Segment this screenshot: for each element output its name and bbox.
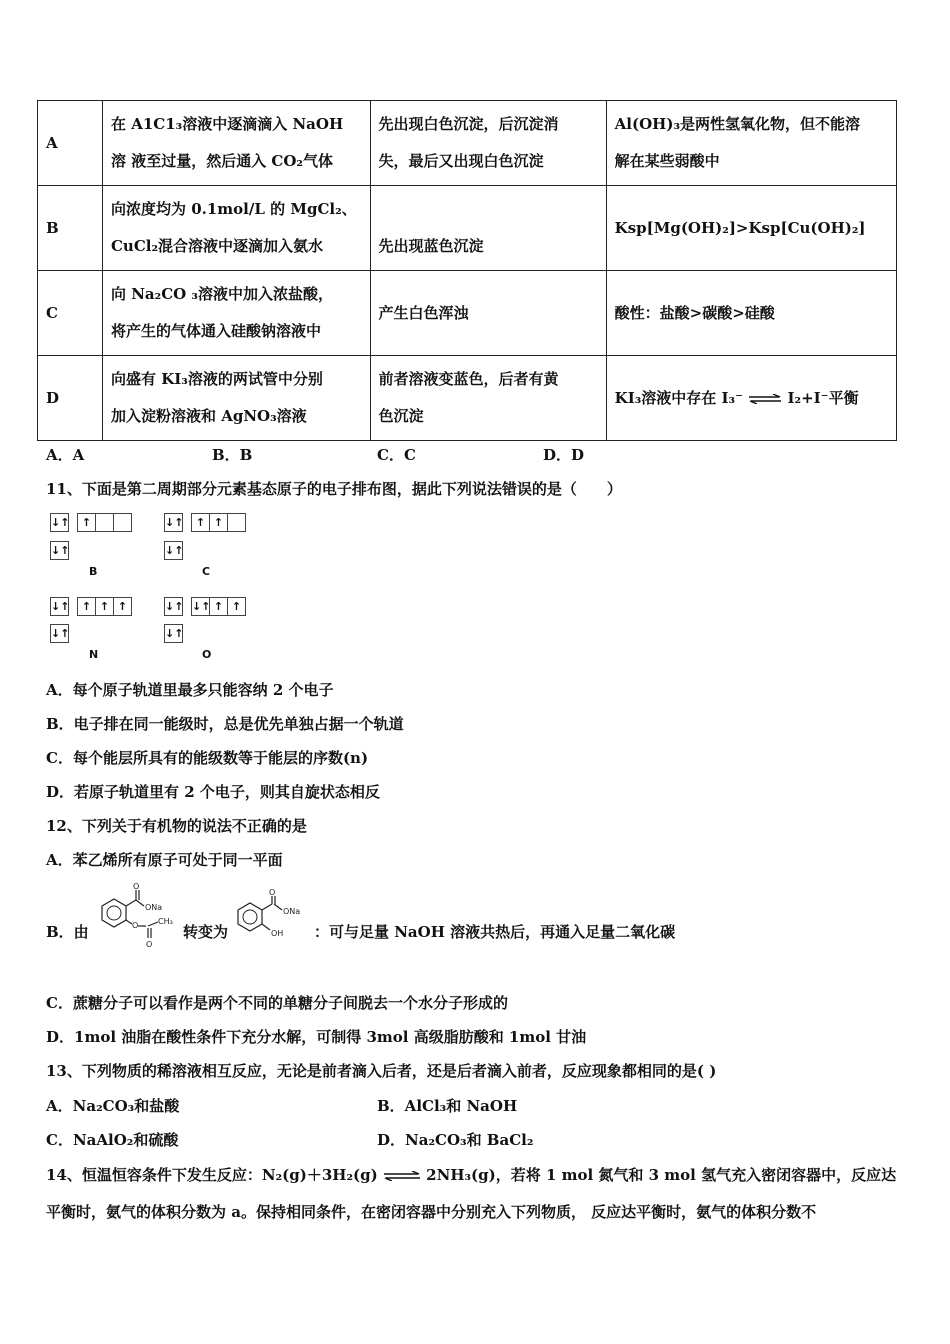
q13-option-c[interactable]: C．NaAlO₂和硫酸 — [46, 1131, 179, 1149]
q11-option-d[interactable]: D．若原子轨道里有 2 个电子，则其自旋状态相反 — [46, 783, 380, 801]
q10-option-d[interactable]: D．D — [543, 446, 585, 464]
operation-cell: 向浓度均为 0.1mol/L 的 MgCl₂、 CuCl₂混合溶液中逐滴加入氨水 — [102, 186, 370, 271]
q13-stem: 13、下列物质的稀溶液相互反应，无论是前者滴入后者，还是后者滴入前者，反应现象都相同的是( ) — [46, 1062, 717, 1080]
q14-stem-line2: 平衡时，氨气的体积分数为 a。保持相同条件，在密闭容器中分别充入下列物质， 反应达平衡时，氨气的体积分数不 — [46, 1203, 817, 1221]
phenomenon-cell: 先出现蓝色沉淀 — [370, 186, 606, 271]
row-label: A — [38, 101, 103, 186]
equilibrium-arrow-icon — [383, 1171, 421, 1181]
svg-text:O: O — [132, 921, 139, 930]
phenomenon-cell: 产生白色浑浊 — [370, 271, 606, 356]
sodium-salicylate-structure-icon — [232, 888, 316, 952]
conclusion-cell: 酸性：盐酸>碳酸>硅酸 — [606, 271, 896, 356]
q10-option-c[interactable]: C．C — [377, 446, 416, 464]
equilibrium-arrow-icon — [748, 394, 782, 404]
q11-option-b[interactable]: B．电子排在同一能级时，总是优先单独占据一个轨道 — [46, 715, 404, 733]
q12-stem: 12、下列关于有机物的说法不正确的是 — [46, 817, 307, 835]
svg-text:CH₃: CH₃ — [158, 917, 173, 926]
q12-option-a[interactable]: A．苯乙烯所有原子可处于同一平面 — [46, 851, 283, 869]
svg-text:O: O — [133, 882, 140, 891]
conclusion-cell: Ksp[Mg(OH)₂]>Ksp[Cu(OH)₂] — [606, 186, 896, 271]
q12-option-b-middle: 转变为 — [183, 923, 229, 941]
q10-option-b[interactable]: B．B — [212, 446, 253, 464]
svg-text:ONa: ONa — [145, 903, 163, 912]
q10-option-a[interactable]: A．A — [46, 446, 85, 464]
q11-option-a[interactable]: A．每个原子轨道里最多只能容纳 2 个电子 — [46, 681, 334, 699]
q12-option-d[interactable]: D．1mol 油脂在酸性条件下充分水解，可制得 3mol 高级脂肪酸和 1mol 甘油 — [46, 1028, 587, 1046]
q13-option-b[interactable]: B．AlCl₃和 NaOH — [377, 1097, 518, 1115]
q12-option-b-suffix: ：可与足量 NaOH 溶液共热后，再通入足量二氧化碳 — [314, 923, 676, 941]
operation-cell: 向盛有 KI₃溶液的两试管中分别 加入淀粉溶液和 AgNO₃溶液 — [102, 356, 370, 441]
q14-stem-line1: 14、恒温恒容条件下发生反应：N₂(g)＋3H₂(g) 2NH₃(g)，若将 1 mol 氮气和 3 mol 氢气充入密闭容器中，反应达 — [46, 1166, 897, 1184]
conclusion-cell: Al(OH)₃是两性氢氧化物，但不能溶 解在某些弱酸中 — [606, 101, 896, 186]
operation-cell: 在 A1C1₃溶液中逐滴滴入 NaOH 溶 液至过量，然后通入 CO₂气体 — [102, 101, 370, 186]
q11-stem: 11、下面是第二周期部分元素基态原子的电子排布图，据此下列说法错误的是（ ） — [46, 480, 622, 498]
experiment-table — [37, 100, 897, 441]
q13-option-a[interactable]: A．Na₂CO₃和盐酸 — [46, 1097, 180, 1115]
table-row — [38, 356, 897, 441]
q12-option-b-prefix[interactable]: B．由 — [46, 923, 89, 941]
q13-option-d[interactable]: D．Na₂CO₃和 BaCl₂ — [377, 1131, 534, 1149]
aspirin-sodium-structure-icon — [88, 880, 184, 950]
svg-text:O: O — [269, 888, 276, 897]
phenomenon-cell: 先出现白色沉淀，后沉淀消 失，最后又出现白色沉淀 — [370, 101, 606, 186]
conclusion-cell: KI₃溶液中存在 I₃⁻ I₂+I⁻平衡 — [606, 356, 896, 441]
q12-option-c[interactable]: C．蔗糖分子可以看作是两个不同的单糖分子间脱去一个水分子形成的 — [46, 994, 508, 1012]
svg-text:O: O — [146, 940, 153, 949]
svg-text:ONa: ONa — [283, 907, 301, 916]
svg-text:OH: OH — [271, 929, 284, 938]
q11-option-c[interactable]: C．每个能层所具有的能级数等于能层的序数(n) — [46, 749, 369, 767]
operation-cell: 向 Na₂CO ₃溶液中加入浓盐酸， 将产生的气体通入硅酸钠溶液中 — [102, 271, 370, 356]
row-label: D — [38, 356, 103, 441]
table-row — [38, 271, 897, 356]
phenomenon-cell: 前者溶液变蓝色，后者有黄 色沉淀 — [370, 356, 606, 441]
table-row — [38, 101, 897, 186]
row-label: C — [38, 271, 103, 356]
row-label: B — [38, 186, 103, 271]
table-row — [38, 186, 897, 271]
